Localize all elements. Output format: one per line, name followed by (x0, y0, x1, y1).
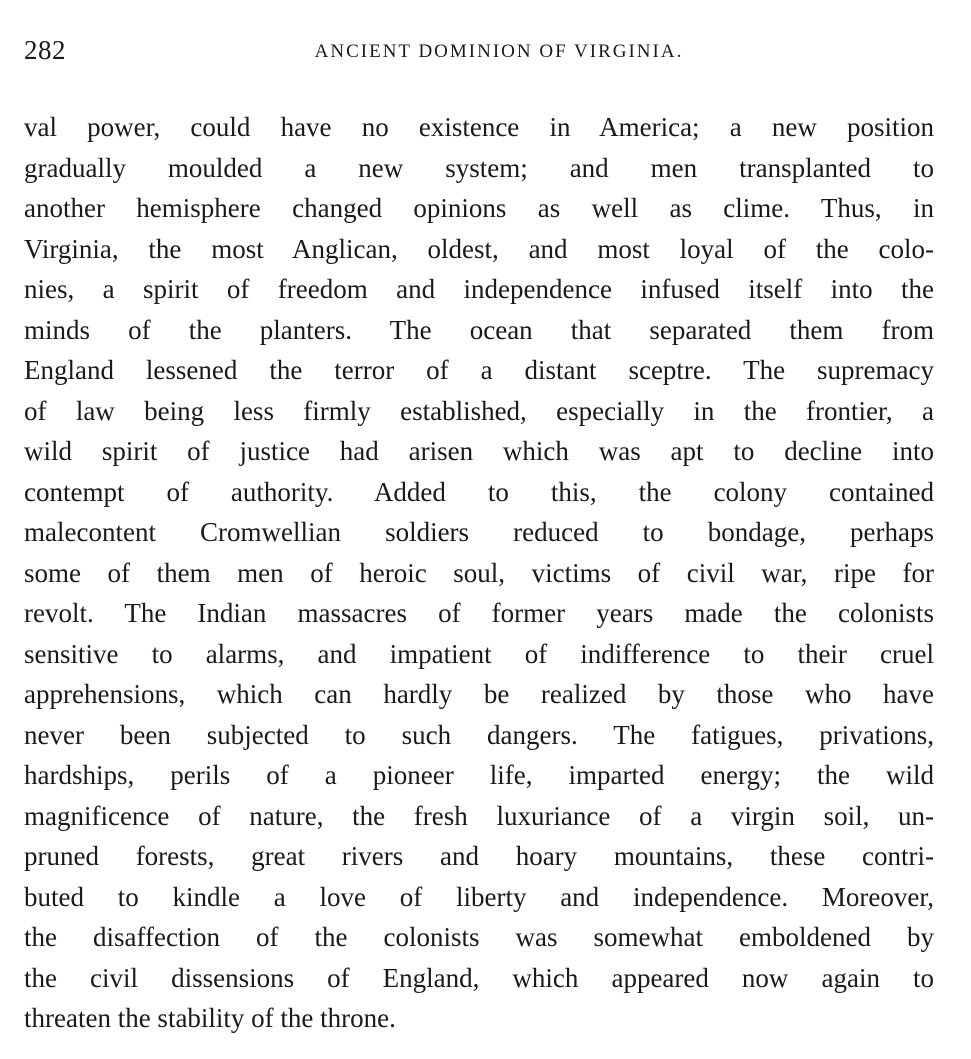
text-line: England lessened the terror of a distant sceptre. The supremacy (24, 355, 934, 385)
text-line: threaten the stability of the throne. (24, 1003, 396, 1033)
text-line: hardships, perils of a pioneer life, imparted energy; the wild (24, 760, 934, 790)
text-line: minds of the planters. The ocean that separated them from (24, 314, 934, 345)
text-line: the disaffection of the colonists was somewhat emboldened by (24, 922, 934, 952)
text-line: wild spirit of justice had arisen which was apt to decline into (24, 436, 934, 466)
page-number: 282 (24, 35, 66, 65)
text-line: nies, a spirit of freedom and independence infused itself into the (24, 274, 934, 304)
text-line: of law being less firmly established, especially in the frontier, a (24, 395, 934, 426)
text-line: Virginia, the most Anglican, oldest, and most loyal of the colo- (24, 233, 934, 264)
text-line: gradually moulded a new system; and men transplanted to (24, 152, 934, 183)
text-line: sensitive to alarms, and impatient of indifference to their cruel (24, 638, 934, 669)
text-line: another hemisphere changed opinions as well as clime. Thus, in (24, 193, 934, 223)
text-line: malecontent Cromwellian soldiers reduced to bondage, perhaps (24, 517, 934, 547)
text-line: magnificence of nature, the fresh luxuriance of a virgin soil, un- (24, 800, 934, 831)
text-line: apprehensions, which can hardly be realized by those who have (24, 679, 934, 709)
text-line: buted to kindle a love of liberty and independence. Moreover, (24, 881, 934, 912)
body-paragraph (24, 107, 934, 1039)
text-line: contempt of authority. Added to this, the colony contained (24, 476, 934, 507)
text-line: val power, could have no existence in America; a new position (24, 112, 934, 142)
running-head: ANCIENT DOMINION OF VIRGINIA. (314, 41, 684, 62)
text-line: revolt. The Indian massacres of former years made the colonists (24, 598, 934, 628)
text-line: never been subjected to such dangers. The fatigues, privations, (24, 719, 934, 750)
page-header (24, 32, 934, 72)
text-line: the civil dissensions of England, which appeared now again to (24, 962, 934, 993)
text-line: pruned forests, great rivers and hoary mountains, these contri- (24, 841, 934, 871)
text-line: some of them men of heroic soul, victims of civil war, ripe for (24, 557, 934, 588)
